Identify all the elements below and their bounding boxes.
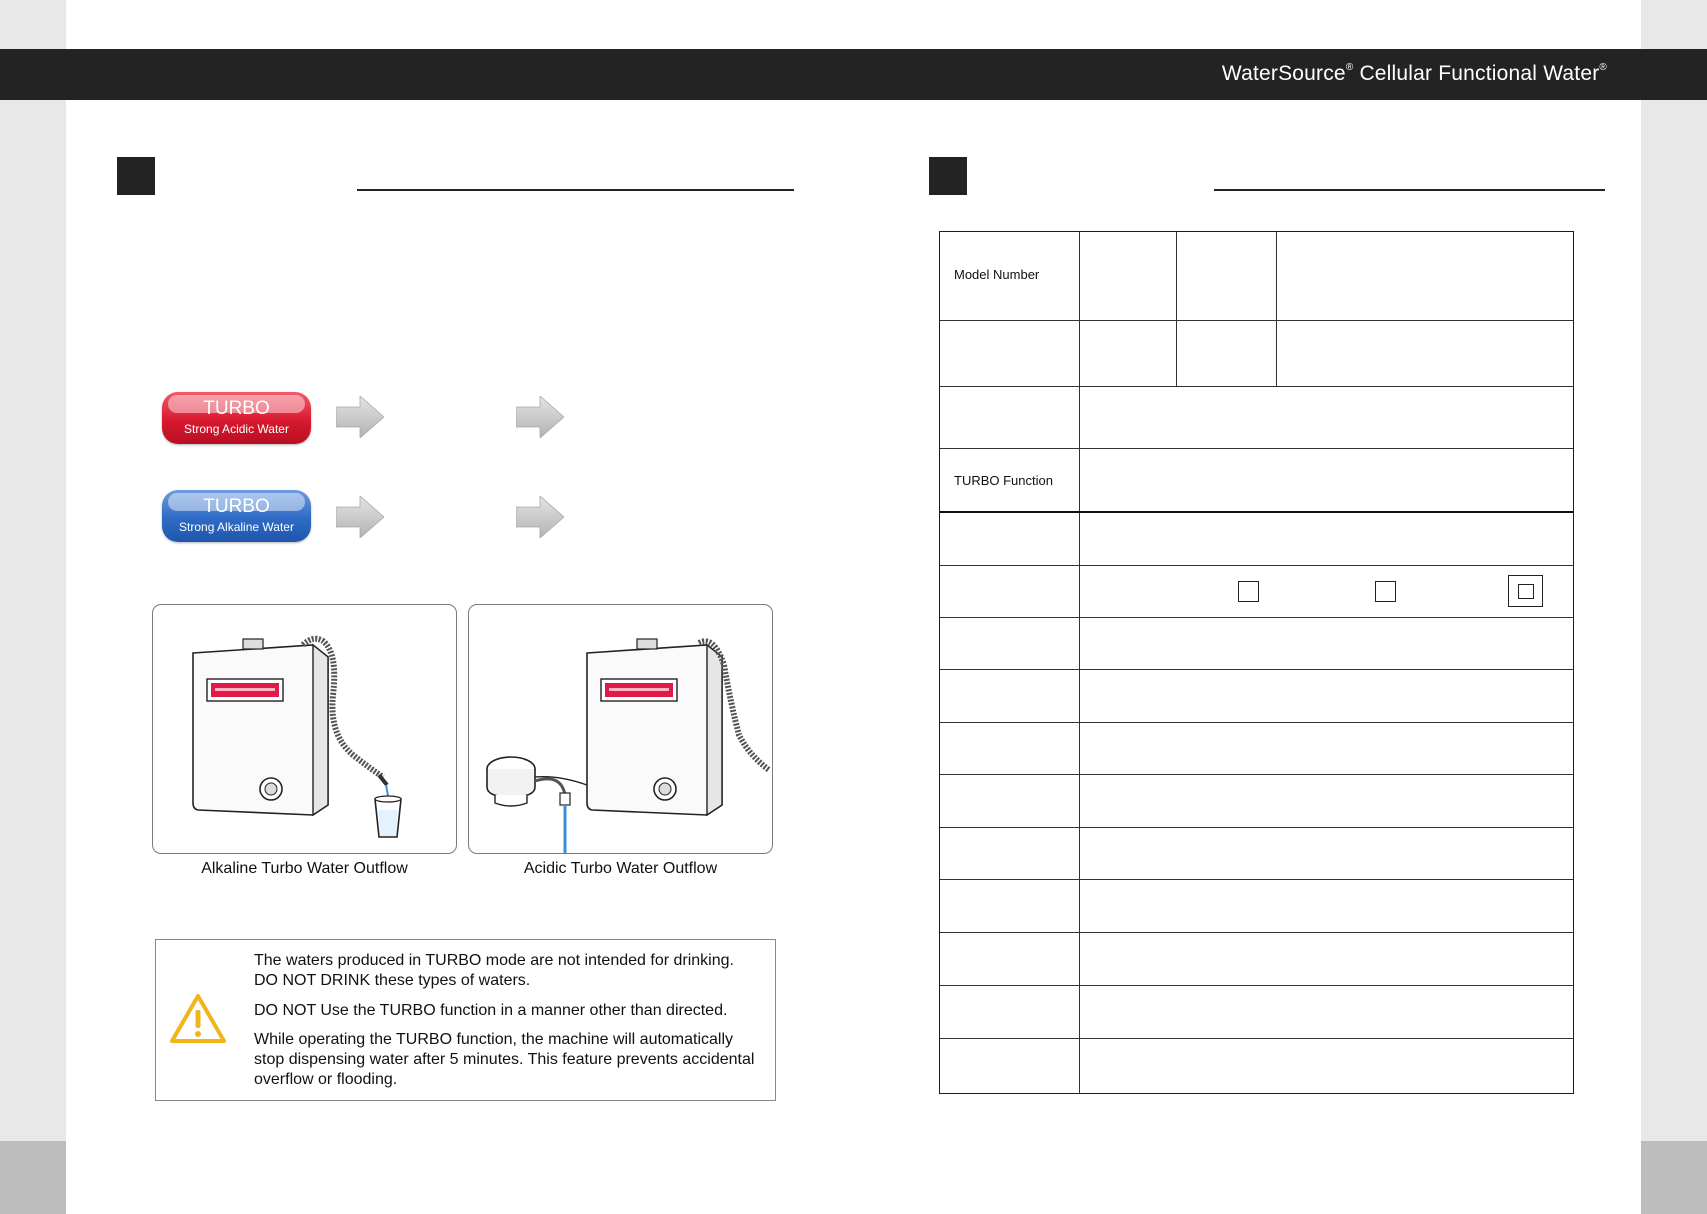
section-marker-left	[117, 157, 155, 195]
alkaline-outflow-illustration	[152, 604, 457, 854]
table-row-divider	[940, 320, 1573, 321]
table-row-divider	[940, 932, 1573, 933]
table-row-divider	[940, 448, 1573, 449]
table-col-divider	[1176, 232, 1177, 386]
class-checkbox	[1375, 581, 1396, 602]
warning-line-2: DO NOT DRINK these types of waters.	[254, 972, 531, 989]
arrow-right-icon	[516, 396, 564, 438]
table-row-divider	[940, 565, 1573, 566]
warning-box	[155, 939, 776, 1101]
arrow-right-icon	[516, 496, 564, 538]
margin-tab-right	[1641, 1141, 1707, 1214]
section-marker-right	[929, 157, 967, 195]
turbo-function-label: TURBO Function	[954, 473, 1053, 488]
table-row-divider	[940, 386, 1573, 387]
table-row-divider	[940, 985, 1573, 986]
warning-line-1: The waters produced in TURBO mode are not intended for drinking.	[254, 952, 734, 969]
model-number-label: Model Number	[954, 267, 1040, 282]
warning-line-5: stop dispensing water after 5 minutes. This feature prevents accidental	[254, 1051, 755, 1068]
water-ionizer-machine-icon	[469, 605, 773, 854]
turbo-acidic-badge: TURBO Strong Acidic Water	[162, 392, 311, 444]
table-row-divider	[940, 827, 1573, 828]
class-checkbox	[1238, 581, 1259, 602]
table-row-divider	[940, 1038, 1573, 1039]
warning-line-4: While operating the TURBO function, the machine will automatically	[254, 1031, 734, 1048]
double-insulation-icon	[1508, 575, 1543, 607]
arrow-right-icon	[336, 496, 384, 538]
warning-triangle-icon	[169, 993, 227, 1045]
section-rule-right	[1214, 189, 1605, 191]
water-ionizer-machine-icon	[153, 605, 457, 854]
alkaline-caption: Alkaline Turbo Water Outflow	[201, 860, 408, 877]
margin-tab-left	[0, 1141, 66, 1214]
table-row-divider	[940, 511, 1573, 513]
brand-title: WaterSource® Cellular Functional Water®	[1221, 62, 1607, 85]
table-row-divider	[940, 617, 1573, 618]
arrow-right-icon	[336, 396, 384, 438]
table-col-divider	[1079, 232, 1080, 1094]
warning-line-6: overflow or flooding.	[254, 1071, 398, 1088]
acidic-outflow-illustration	[468, 604, 773, 854]
table-row-divider	[940, 774, 1573, 775]
section-rule-left	[357, 189, 794, 191]
table-row-divider	[940, 669, 1573, 670]
warning-line-3: DO NOT Use the TURBO function in a manner other than directed.	[254, 1002, 728, 1019]
turbo-alkaline-badge: TURBO Strong Alkaline Water	[162, 490, 311, 542]
table-row-divider	[940, 722, 1573, 723]
table-col-divider	[1276, 232, 1277, 386]
spec-table	[939, 231, 1574, 1094]
acidic-caption: Acidic Turbo Water Outflow	[523, 860, 718, 877]
table-row-divider	[940, 879, 1573, 880]
